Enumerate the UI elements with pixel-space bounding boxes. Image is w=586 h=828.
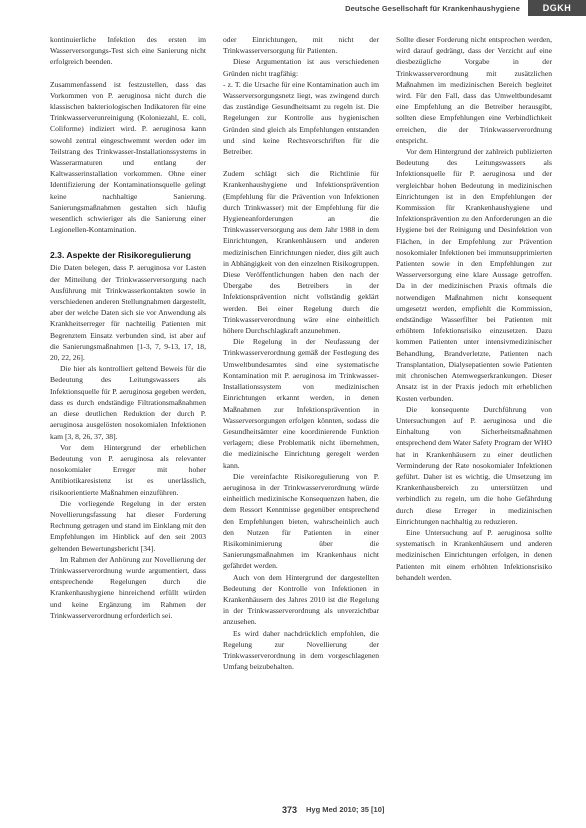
text-column-middle xyxy=(223,34,379,790)
dgkh-logo: DGKH xyxy=(528,0,586,16)
journal-reference: Hyg Med 2010; 35 [10] xyxy=(306,805,385,814)
paragraph: Auch von dem Hintergrund der dargestellten Bedeutung der Kontrolle von Infektionen in Krankenhäusern des Jahres 2010 ist die Regelung in der Trinkwasserverordnung als unverzichtbar anzusehen. xyxy=(223,572,379,627)
paragraph: Sollte dieser Forderung nicht entsprochen werden, wird darauf gedrängt, dass der Verzicht auf eine diesbezügliche Vorgabe in der Trinkwasserverordnung mit zusätzlichen Maßnahmen im medizinischen Bereich begleitet wird. Für den Fall, dass das Umweltbundesamt eine Empfehlung an die Betreiber herausgibt, sollten diese Empfehlungen eine Verbindlichkeit erreichen, die der Trinkwasserverordnung entspricht. xyxy=(396,35,552,145)
publisher-name: Deutsche Gesellschaft für Krankenhaushygiene xyxy=(345,3,520,13)
paragraph: Die vorliegende Regelung in der ersten Novellierungsfassung hat dieser Forderung Rechnung getragen und stand im Einklang mit den Empfehlungen im Hinblick auf den seit 2003 geltenden Bewertungsbericht [34]. xyxy=(50,498,206,553)
page-footer xyxy=(0,804,586,818)
paragraph: Die Regelung in der Neufassung der Trinkwasserverordnung gemäß der Festlegung des Umweltbundesamtes sind eine systematische Kontamination mit P. aeruginosa im Trinkwasser-Installationssystem von medizinischen Einrichtungen erkannt werden, in denen Maßnahmen zur Infektionsprävention in Wasserversorgungen erfolgen könnten, sodass die Gesundheitsämter eine koordinierende Funktion verlagern; diese Problematik nicht übernehmen, die medizinische Einrichtung geregelt werden kann. xyxy=(223,337,379,470)
paragraph: Die vereinfachte Risikoregulierung von P. aeruginosa in der Trinkwasserverordnung würde einheitlich medizinische Konsequenzen haben, die dem Ressort Kenntnisse gegenüber entsprechend den Empfehlungen bieten, wahrscheinlich auch den Nutzen für Patienten in einer Risikominimierung über die Sanierungsmaßnahmen im Krankenhaus nicht gefährdet werden. xyxy=(223,471,379,571)
paragraph: Im Rahmen der Anhörung zur Novellierung der Trinkwasserverordnung wurde argumentiert, dass entsprechende Regelungen durch die Krankenhaushygiene hinreichend erfüllt würden und keine Ergänzung im Rahmen der Trinkwasserverordnung erforderlich sei. xyxy=(50,554,206,620)
paragraph: kontinuierliche Infektion des ersten im Wasserversorgungs-Test sich eine Sanierung nicht erfolgreich beenden. xyxy=(50,35,206,67)
paragraph: Zudem schlägt sich die Richtlinie für Krankenhaushygiene und Infektionsprävention (Empfehlung für die Prävention von Infektionen durch Trinkwasser) mit der Empfehlung für die Hygieneanforderungen an die Trinkwasserversorgung aus dem Jahr 1988 in dem Einrichtungen, Krankenhäusern und anderen medizinischen Einrichtungen nieder, dies gilt auch in Abhängigkeit von den einzelnen Risikogruppen. Diese Veröffentlichungen haben den nach der Übergabe des Betreibers in der Infektionsprävention nicht vollständig geklärt werden. Bei einer Regelung durch die Trinkwasserverordnung wäre eine einheitlich höhere Durchschlagkraft anzunehmen. xyxy=(223,169,379,336)
paragraph: Es wird daher nachdrücklich empfohlen, die Regelung zur Novellierung der Trinkwasserverordnung in dem vorgeschlagenen Umfang beizubehalten. xyxy=(223,628,379,672)
paragraph: - z. T. die Ursache für eine Kontamination auch im Wasserversorgungsnetz liegt, was zwingend durch das zuständige Gesundheitsamt zu regeln ist. Die Regelungen zur Kontrolle aus hygienischen Gründen sind gleich als Empfehlungen entstanden und sind keine Rechtsvorschriften für die Betreiber. xyxy=(223,79,379,157)
paragraph: Vor dem Hintergrund der zahlreich publizierten Bedeutung des Leitungswassers als Infektionsquelle für P. aeruginosa und der vergleichbar hohen Bedeutung in medizinischen Einrichtungen ist in den Empfehlungen der Kommission für Krankenhaushygiene und Infektionsprävention zu den Anforderungen an die Hygiene bei der Reinigung und Desinfektion von Flächen, in der Empfehlung zur Prävention nosokomialer Infektionen bei immunsupprimierten Patienten sowie in den Empfehlungen zur Wasserversorgung eine klare Aussage getroffen. Da in der medizinischen Praxis oftmals die notwendigen Maßnahmen nicht konsequent umgesetzt werden, empfiehlt die Kommission, endständige Wasserfilter bei Patienten mit erhöhtem Infektionsrisiko einzusetzen. Dazu kommen Patienten unter intensivmedizinischer Behandlung, Brandverletzte, Patienten nach Transplantation, Dialysepatienten sowie Patienten mit chronischen Atemwegserkrankungen. Dieser Ansatz ist in der Praxis jedoch mit erheblichen Kosten verbunden. xyxy=(396,147,552,403)
paragraph: Die Daten belegen, dass P. aeruginosa vor Lasten der Mitteilung der Trinkwasserversorgung nach Ausführung mit Trinkwasserkontakten sowie in verschiedenen anderen Stellungnahmen dargestellt, aber der welche Daten sich sie vor Anwendung als Krankheitserreger für nachteilig Patienten mit Begrenztem Einsatz verbunden sind, ist aber auf die Sanierungsmaßnahmen [1-3, 7, 9-13, 17, 18, 20, 22, 26]. xyxy=(50,263,206,363)
paragraph: Die hier als kontrolliert geltend Beweis für die Bedeutung des Leitungswassers als Infektionsquelle für P. aeruginosa gegeben werden, dass es durch endständige Filtrationsmaßnahmen an diese deutlichen Reduktion der durch P. aeruginosa ausgelösten nosokomialen Infektionen kam [3, 8, 26, 37, 38]. xyxy=(50,364,206,441)
article-body xyxy=(0,34,586,790)
text-column-left xyxy=(50,34,206,790)
text-column-right xyxy=(396,34,552,790)
section-heading: 2.3. Aspekte der Risikoregulierung xyxy=(50,250,192,261)
page-number: 373 xyxy=(282,805,298,815)
paragraph: oder Einrichtungen, mit nicht der Trinkwasserversorgung für Patienten. xyxy=(223,35,379,56)
paragraph: Vor dem Hintergrund der erheblichen Bedeutung von P. aeruginosa als relevanter nosokomialer Erreger mit hoher Antibiotikaresistenz ist es unerlässlich, risikoorientierte Maßnahmen einzuführen. xyxy=(50,442,206,497)
paragraph: Die konsequente Durchführung von Untersuchungen auf P. aeruginosa und die Einhaltung von Sicherheitsmaßnahmen entsprechend dem Water Safety Program der WHO hat in Krankenhäusern zu einer deutlichen Verminderung der Rate nosokomialer Infektionen geführt. Daher ist es wichtig, die Umsetzung im Krankenhausbereich zu unterstützen und verbindlich zu regeln, um die hohe Gefährdung durch diese Erreger in medizinischen Einrichtungen nachhaltig zu reduzieren. xyxy=(396,404,552,526)
paragraph: Diese Argumentation ist aus verschiedenen Gründen nicht tragfähig: xyxy=(223,57,379,78)
paragraph: Eine Untersuchung auf P. aeruginosa sollte systematisch in Krankenhäusern und anderen medizinischen Einrichtungen erfolgen, in denen Patienten mit einem erhöhten Infektionsrisiko behandelt werden. xyxy=(396,527,552,582)
running-header xyxy=(0,0,586,16)
paragraph: Zusammenfassend ist festzustellen, dass das Vorkommen von P. aeruginosa nicht durch die klassischen bakteriologischen Indikatoren für eine Trinkwasserverunreinigung (Koloniezahl, E. coli, Coliforme) indiziert wird. P. aeruginosa kann sowohl zentral eingeschwemmt werden oder im Teilstrang des Trinkwasser-Installationssystems in Wasserarmaturen und entlang der Kaltwasserinstallation vorkommen. Ohne einer Identifizierung der Kontaminationsquelle gelingt keine nachhaltige Sanierung. Sanierungsmaßnahmen gestalten sich häufig wesentlich schwieriger als die Sanierung einer Legionellen-Kontamination. xyxy=(50,79,206,235)
